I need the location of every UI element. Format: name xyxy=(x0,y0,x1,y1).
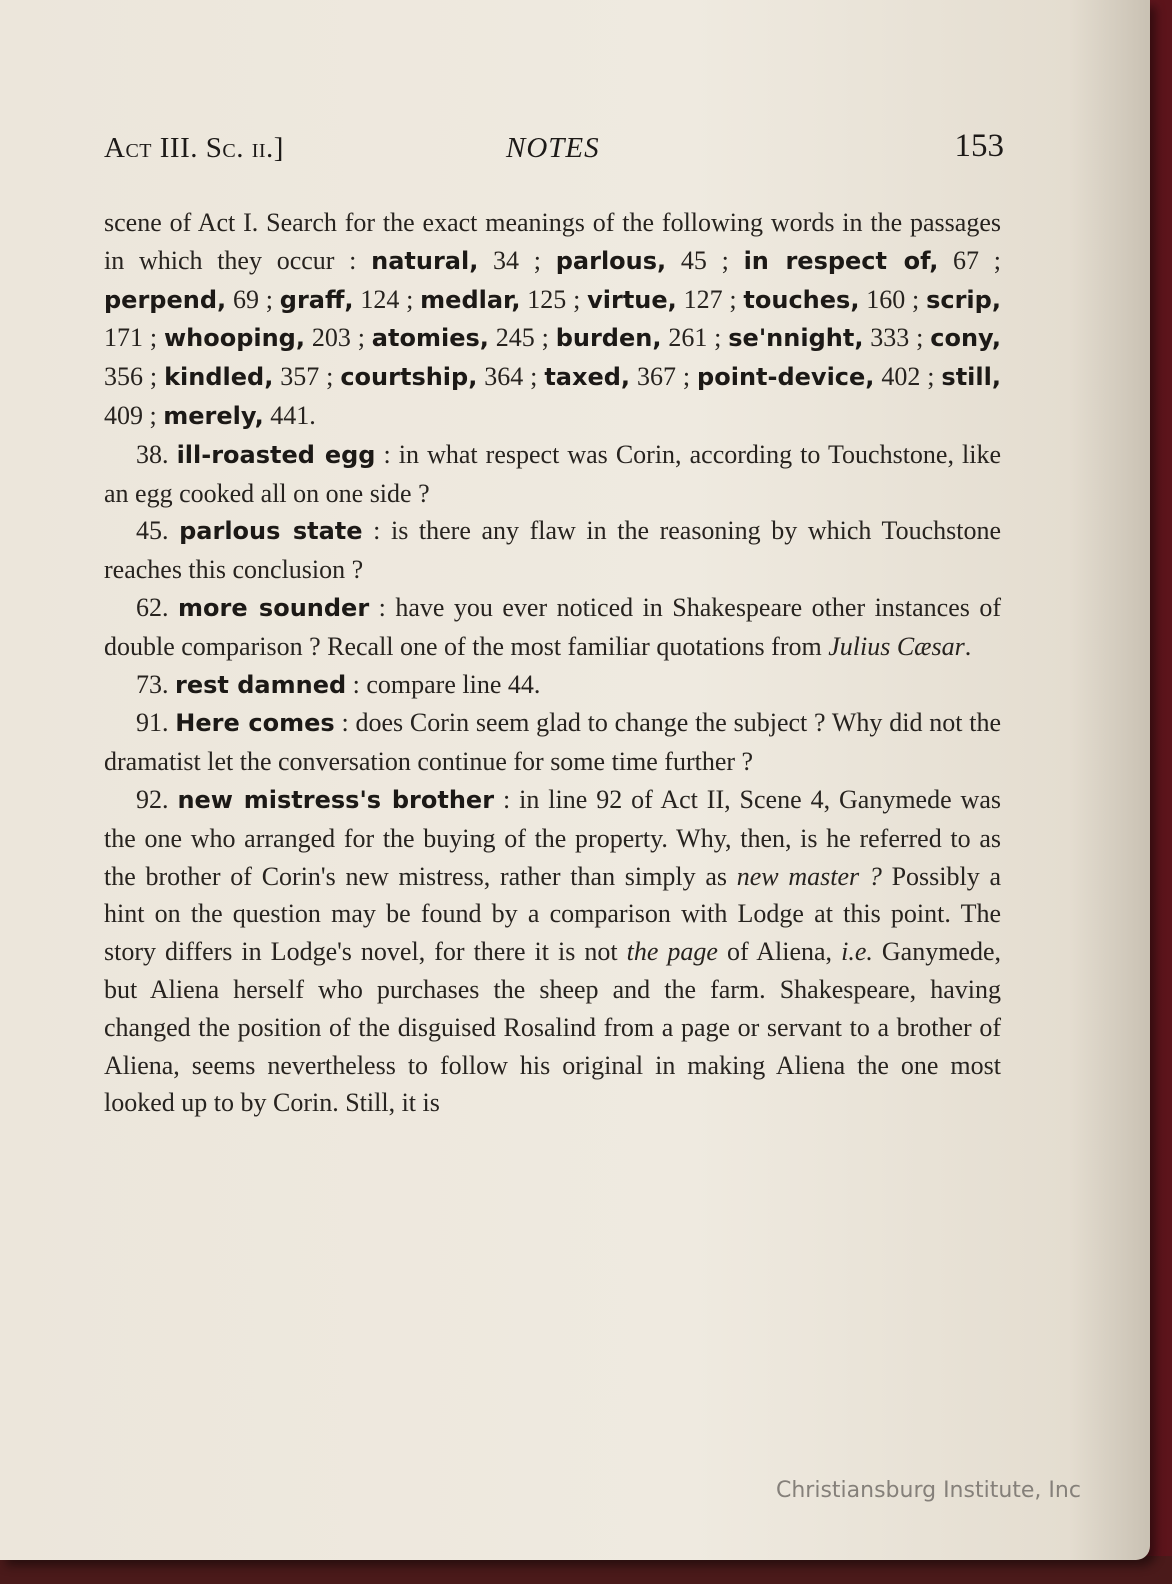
note-73: 73. rest damned : compare line 44. xyxy=(136,669,541,699)
paragraph-word-list: scene of Act I. Search for the exact meanings of the following words in the passages in which they occur : natural, 34 ; parlous, 45 ; in respect of, 67 ; perpend, 69 ; graff, 124 ; medlar, 125 ; virtue, 127 ; touches, 160 ; scrip, 171 ; whooping, 203 ; atomies, 245 ; burden, 261 ; se'nnight, 333 ; cony, 356 ; kindled, 357 ; courtship, 364 ; taxed, 367 ; point-device, 402 ; still, 409 ; merely, 441. xyxy=(104,208,1001,430)
header-act-scene: Act III. Sc. ii.] xyxy=(104,132,284,164)
running-header xyxy=(104,128,1004,172)
note-62: 62. more sounder : have you ever noticed in Shakespeare other instances of double comparison ? Recall one of the most familiar quotations from Julius Cæsar. xyxy=(104,592,1002,661)
page-bottom-shadow xyxy=(0,1556,1172,1584)
note-91: 91. Here comes : does Corin seem glad to change the subject ? Why did not the dramatist let the conversation continue for some time further ? xyxy=(104,708,1001,777)
note-45: 45. parlous state : is there any flaw in the reasoning by which Touchstone reaches this conclusion ? xyxy=(104,516,1001,585)
note-92: 92. new mistress's brother : in line 92 of Act II, Scene 4, Ganymede was the one who arranged for the buying of the property. Why, then, is he referred to as the brother of Corin's new mistress, rather than simply as new master ? Possibly a hint on the question may be found by a comparison with Lodge at this point. The story differs in Lodge's novel, for there it is not the page of Aliena, i.e. Ganymede, but Aliena herself who purchases the sheep and the farm. Shakespeare, having changed the position of the disguised Rosalind from a page or servant to a brother of Aliena, seems nevertheless to follow his original in making Aliena the one most looked up to by Corin. Still, it is xyxy=(104,784,1002,1118)
note-38: 38. ill-roasted egg : in what respect was Corin, according to Touchstone, like an egg cooked all on one side ? xyxy=(104,439,1002,508)
header-title: NOTES xyxy=(506,132,600,164)
watermark-text: Christiansburg Institute, Inc xyxy=(776,1478,1081,1503)
notes-body xyxy=(104,204,1001,1122)
page-number: 153 xyxy=(954,128,1004,164)
